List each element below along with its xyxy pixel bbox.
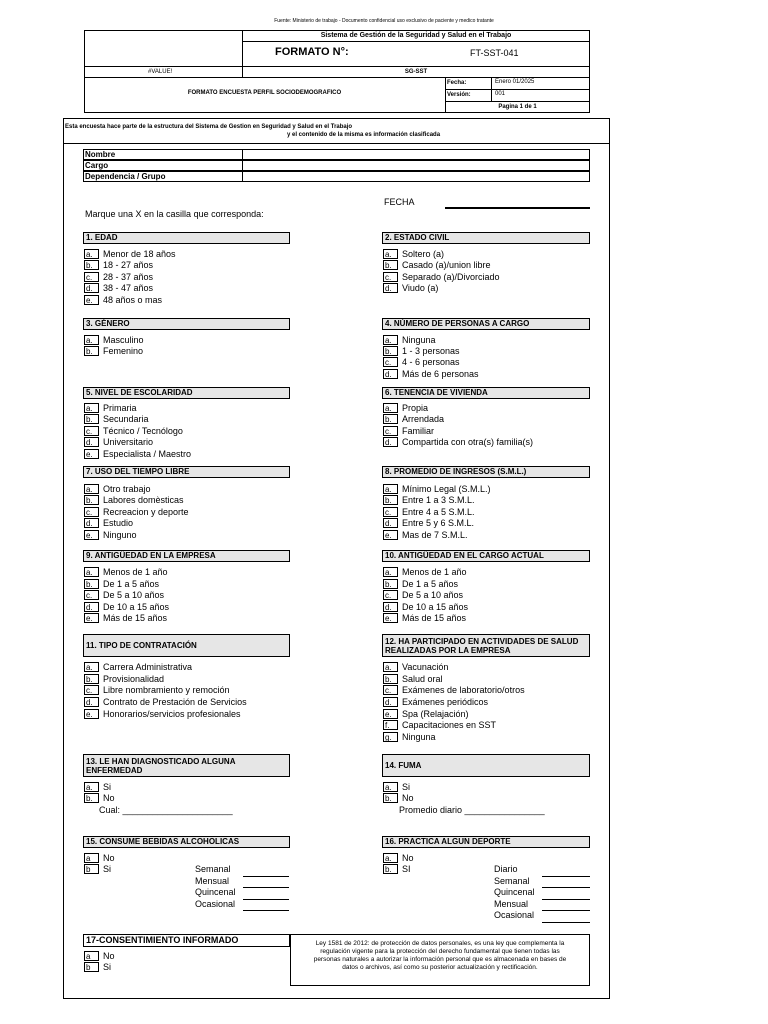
s7-option-b[interactable]: b. Labores domèsticas bbox=[86, 495, 184, 505]
legal-line-2: regulación vigente para la protección del derecho fundamental que tienen todas las bbox=[320, 948, 560, 955]
system-title: Sistema de Gestión de la Seguridad y Salud en el Trabajo bbox=[320, 32, 512, 39]
source-note: Fuente: Ministerio de trabajo - Documento confidencial uso exclusivo de paciente y medico tratante bbox=[274, 18, 494, 24]
s14-promedio-field[interactable]: Promedio diario ________________ bbox=[399, 805, 545, 815]
legal-notice bbox=[290, 934, 590, 986]
s6-option-b[interactable]: b. Arrendada bbox=[385, 414, 445, 424]
section-12-title-line-2: REALIZADAS POR LA EMPRESA bbox=[385, 646, 511, 655]
legal-line-1: Ley 1581 de 2012: de protección de datos personales, es una ley que complementa la bbox=[315, 940, 565, 947]
s15-option-a[interactable]: a No bbox=[86, 853, 115, 863]
section-2-title: 2. ESTADO CIVIL bbox=[382, 232, 590, 244]
legal-line-3: personas naturales a autorizar la información personal que es almacenada en bases de bbox=[313, 956, 567, 963]
s11-option-c[interactable]: c. Libre nombramiento y remoción bbox=[86, 685, 230, 695]
s15-freq-semanal: Semanal bbox=[195, 864, 231, 874]
section-13-title-line-1: 13. LE HAN DIAGNOSTICADO ALGUNA bbox=[86, 757, 236, 766]
s16-option-a[interactable]: a. No bbox=[385, 853, 414, 863]
s16-option-b[interactable]: b. SI bbox=[385, 864, 411, 874]
legal-line-4: datos o archivos, así como su posterior actualización y rectificación. bbox=[342, 964, 538, 971]
document-title: FORMATO ENCUESTA PERFIL SOCIODEMOGRAFICO bbox=[187, 90, 342, 96]
section-14-title: 14. FUMA bbox=[382, 754, 590, 777]
s8-option-e[interactable]: e. Mas de 7 S.M.L. bbox=[385, 530, 468, 540]
s13-option-b[interactable]: b. No bbox=[86, 793, 115, 803]
s4-option-c[interactable]: c. 4 - 6 personas bbox=[385, 357, 460, 367]
area-label: SG-SST bbox=[404, 69, 428, 75]
s8-option-a[interactable]: a. Mínimo Legal (S.M.L.) bbox=[385, 484, 491, 494]
section-17-title: 17-CONSENTIMIENTO INFORMADO bbox=[83, 934, 290, 947]
s14-option-b[interactable]: b. No bbox=[385, 793, 414, 803]
cargo-label: Cargo bbox=[85, 161, 109, 170]
s11-option-b[interactable]: b. Provisionalidad bbox=[86, 674, 165, 684]
s10-option-b[interactable]: b. De 1 a 5 años bbox=[385, 579, 459, 589]
fecha-label: Fecha: bbox=[447, 80, 467, 86]
s8-option-b[interactable]: b. Entre 1 a 3 S.M.L. bbox=[385, 495, 475, 505]
section-9-title: 9. ANTIGÜEDAD EN LA EMPRESA bbox=[83, 550, 290, 562]
fecha-field-line[interactable] bbox=[445, 207, 590, 209]
s8-option-d[interactable]: d. Entre 5 y 6 S.M.L. bbox=[385, 518, 475, 528]
s16-semanal-line[interactable] bbox=[542, 887, 590, 888]
dependencia-row[interactable] bbox=[83, 171, 590, 182]
version-label: Versión: bbox=[447, 92, 471, 98]
s13-option-a[interactable]: a. Si bbox=[86, 782, 112, 792]
s2-option-b[interactable]: b. Casado (a)/union libre bbox=[385, 260, 491, 270]
section-1-title: 1. EDAD bbox=[83, 232, 290, 244]
intro-line-2: y el contenido de la misma es información clasificada bbox=[287, 132, 441, 138]
s16-quincenal-line[interactable] bbox=[542, 899, 590, 900]
s13-cual-field[interactable]: Cual: ______________________ bbox=[99, 805, 233, 815]
s10-option-a[interactable]: a. Menos de 1 año bbox=[385, 567, 467, 577]
s12-option-b[interactable]: b. Salud oral bbox=[385, 674, 443, 684]
s14-option-a[interactable]: a. Si bbox=[385, 782, 411, 792]
s17-option-b[interactable]: b Si bbox=[86, 962, 112, 972]
s9-option-c[interactable]: c. De 5 a 10 años bbox=[86, 590, 165, 600]
section-16-title: 16. PRACTICA ALGUN DEPORTE bbox=[382, 836, 590, 848]
s9-option-a[interactable]: a. Menos de 1 año bbox=[86, 567, 168, 577]
section-3-title: 3. GÉNERO bbox=[83, 318, 290, 330]
s7-option-d[interactable]: d. Estudio bbox=[86, 518, 134, 528]
s17-option-a[interactable]: a No bbox=[86, 951, 115, 961]
s12-option-d[interactable]: d. Exámenes periódicos bbox=[385, 697, 489, 707]
fecha-field-label: FECHA bbox=[384, 197, 415, 207]
s1-option-e[interactable]: e. 48 años o mas bbox=[86, 295, 163, 305]
instruction: Marque una X en la casilla que corresponda: bbox=[85, 209, 264, 219]
s15-freq-quincenal: Quincenal bbox=[195, 887, 236, 897]
s4-option-d[interactable]: d. Más de 6 personas bbox=[385, 369, 479, 379]
format-label: FORMATO N°: bbox=[275, 46, 349, 58]
s11-option-e[interactable]: e. Honorarios/servicios profesionales bbox=[86, 709, 241, 719]
format-code: FT-SST-041 bbox=[470, 48, 519, 58]
s12-option-c[interactable]: c. Exámenes de laboratorio/otros bbox=[385, 685, 525, 695]
s10-option-d[interactable]: d. De 10 a 15 años bbox=[385, 602, 469, 612]
s5-option-a[interactable]: a. Primaria bbox=[86, 403, 137, 413]
s11-option-d[interactable]: d. Contrato de Prestación de Servicios bbox=[86, 697, 247, 707]
s7-option-a[interactable]: a. Otro trabajo bbox=[86, 484, 151, 494]
section-13-title-line-2: ENFERMEDAD bbox=[86, 766, 143, 775]
s3-option-b[interactable]: b. Femenino bbox=[86, 346, 144, 356]
section-12-title-line-1: 12. HA PARTICIPADO EN ACTIVIDADES DE SALUD bbox=[385, 637, 579, 646]
version-value: 001 bbox=[495, 91, 506, 97]
section-10-title: 10. ANTIGÜEDAD EN EL CARGO ACTUAL bbox=[382, 550, 590, 562]
s9-option-e[interactable]: e. Más de 15 años bbox=[86, 613, 168, 623]
s15-freq-ocasional: Ocasional bbox=[195, 899, 236, 909]
s2-option-c[interactable]: c. Separado (a)/Divorciado bbox=[385, 272, 500, 282]
s5-option-e[interactable]: e. Especialista / Maestro bbox=[86, 449, 192, 459]
s6-option-c[interactable]: c. Familiar bbox=[385, 426, 435, 436]
nombre-label: Nombre bbox=[85, 150, 116, 159]
s1-option-b[interactable]: b. 18 - 27 años bbox=[86, 260, 154, 270]
section-6-title: 6. TENENCIA DE VIVIENDA bbox=[382, 387, 590, 399]
s15-ocasional-line[interactable] bbox=[243, 910, 289, 911]
s16-freq-diario: Diario bbox=[494, 864, 518, 874]
s12-option-f[interactable]: f. Capacitaciones en SST bbox=[385, 720, 497, 730]
section-8-title: 8. PROMEDIO DE INGRESOS (S.M.L.) bbox=[382, 466, 590, 478]
section-12-title bbox=[382, 634, 590, 657]
s15-freq-mensual: Mensual bbox=[195, 876, 230, 886]
s7-option-e[interactable]: e. Ninguno bbox=[86, 530, 137, 540]
s15-quincenal-line[interactable] bbox=[243, 899, 289, 900]
s2-option-d[interactable]: d. Viudo (a) bbox=[385, 283, 439, 293]
s9-option-b[interactable]: b. De 1 a 5 años bbox=[86, 579, 160, 589]
section-15-title: 15. CONSUME BEBIDAS ALCOHOLICAS bbox=[83, 836, 290, 848]
s1-option-a[interactable]: a. Menor de 18 años bbox=[86, 249, 176, 259]
s4-option-b[interactable]: b. 1 - 3 personas bbox=[385, 346, 460, 356]
s3-option-a[interactable]: a. Masculino bbox=[86, 335, 144, 345]
logo-error: #VALUE! bbox=[148, 69, 173, 75]
s15-semanal-line[interactable] bbox=[243, 876, 289, 877]
s15-option-b[interactable]: b Si bbox=[86, 864, 112, 874]
s16-ocasional-line[interactable] bbox=[542, 922, 590, 923]
s12-option-a[interactable]: a. Vacunación bbox=[385, 662, 449, 672]
s6-option-a[interactable]: a. Propia bbox=[385, 403, 429, 413]
fecha-value: Enero 01/2025 bbox=[495, 79, 535, 85]
s16-diario-line[interactable] bbox=[542, 876, 590, 877]
intro-line-1: Esta encuesta hace parte de la estructura del Sistema de Gestion en Seguridad y Salud en el Trabajo bbox=[65, 124, 353, 130]
section-11-title: 11. TIPO DE CONTRATACIÓN bbox=[83, 634, 290, 657]
s10-option-c[interactable]: c. De 5 a 10 años bbox=[385, 590, 464, 600]
s10-option-e[interactable]: e. Más de 15 años bbox=[385, 613, 467, 623]
s4-option-a[interactable]: a. Ninguna bbox=[385, 335, 436, 345]
s16-mensual-line[interactable] bbox=[542, 910, 590, 911]
s16-freq-ocasional: Ocasional bbox=[494, 910, 535, 920]
s16-freq-quincenal: Quincenal bbox=[494, 887, 535, 897]
s1-option-d[interactable]: d. 38 - 47 años bbox=[86, 283, 154, 293]
s9-option-d[interactable]: d. De 10 a 15 años bbox=[86, 602, 170, 612]
s16-freq-mensual: Mensual bbox=[494, 899, 529, 909]
section-13-title bbox=[83, 754, 290, 777]
s5-option-c[interactable]: c. Técnico / Tecnólogo bbox=[86, 426, 183, 436]
s16-freq-semanal: Semanal bbox=[494, 876, 530, 886]
s5-option-b[interactable]: b. Secundaria bbox=[86, 414, 149, 424]
s12-option-e[interactable]: e. Spa (Relajación) bbox=[385, 709, 469, 719]
section-7-title: 7. USO DEL TIEMPO LIBRE bbox=[83, 466, 290, 478]
s1-option-c[interactable]: c. 28 - 37 años bbox=[86, 272, 154, 282]
cargo-row[interactable] bbox=[83, 160, 590, 171]
nombre-row[interactable] bbox=[83, 149, 590, 160]
s2-option-a[interactable]: a. Soltero (a) bbox=[385, 249, 445, 259]
dependencia-label: Dependencia / Grupo bbox=[85, 172, 166, 181]
section-5-title: 5. NIVEL DE ESCOLARIDAD bbox=[83, 387, 290, 399]
s8-option-c[interactable]: c. Entre 4 a 5 S.M.L. bbox=[385, 507, 475, 517]
s12-option-g[interactable]: g. Ninguna bbox=[385, 732, 436, 742]
section-4-title: 4. NÚMERO DE PERSONAS A CARGO bbox=[382, 318, 590, 330]
s7-option-c[interactable]: c. Recreacion y deporte bbox=[86, 507, 189, 517]
s11-option-a[interactable]: a. Carrera Administrativa bbox=[86, 662, 193, 672]
s5-option-d[interactable]: d. Universitario bbox=[86, 437, 154, 447]
s15-mensual-line[interactable] bbox=[243, 887, 289, 888]
s6-option-d[interactable]: d. Compartida con otra(s) familia(s) bbox=[385, 437, 534, 447]
page-number: Pagina 1 de 1 bbox=[498, 104, 537, 110]
